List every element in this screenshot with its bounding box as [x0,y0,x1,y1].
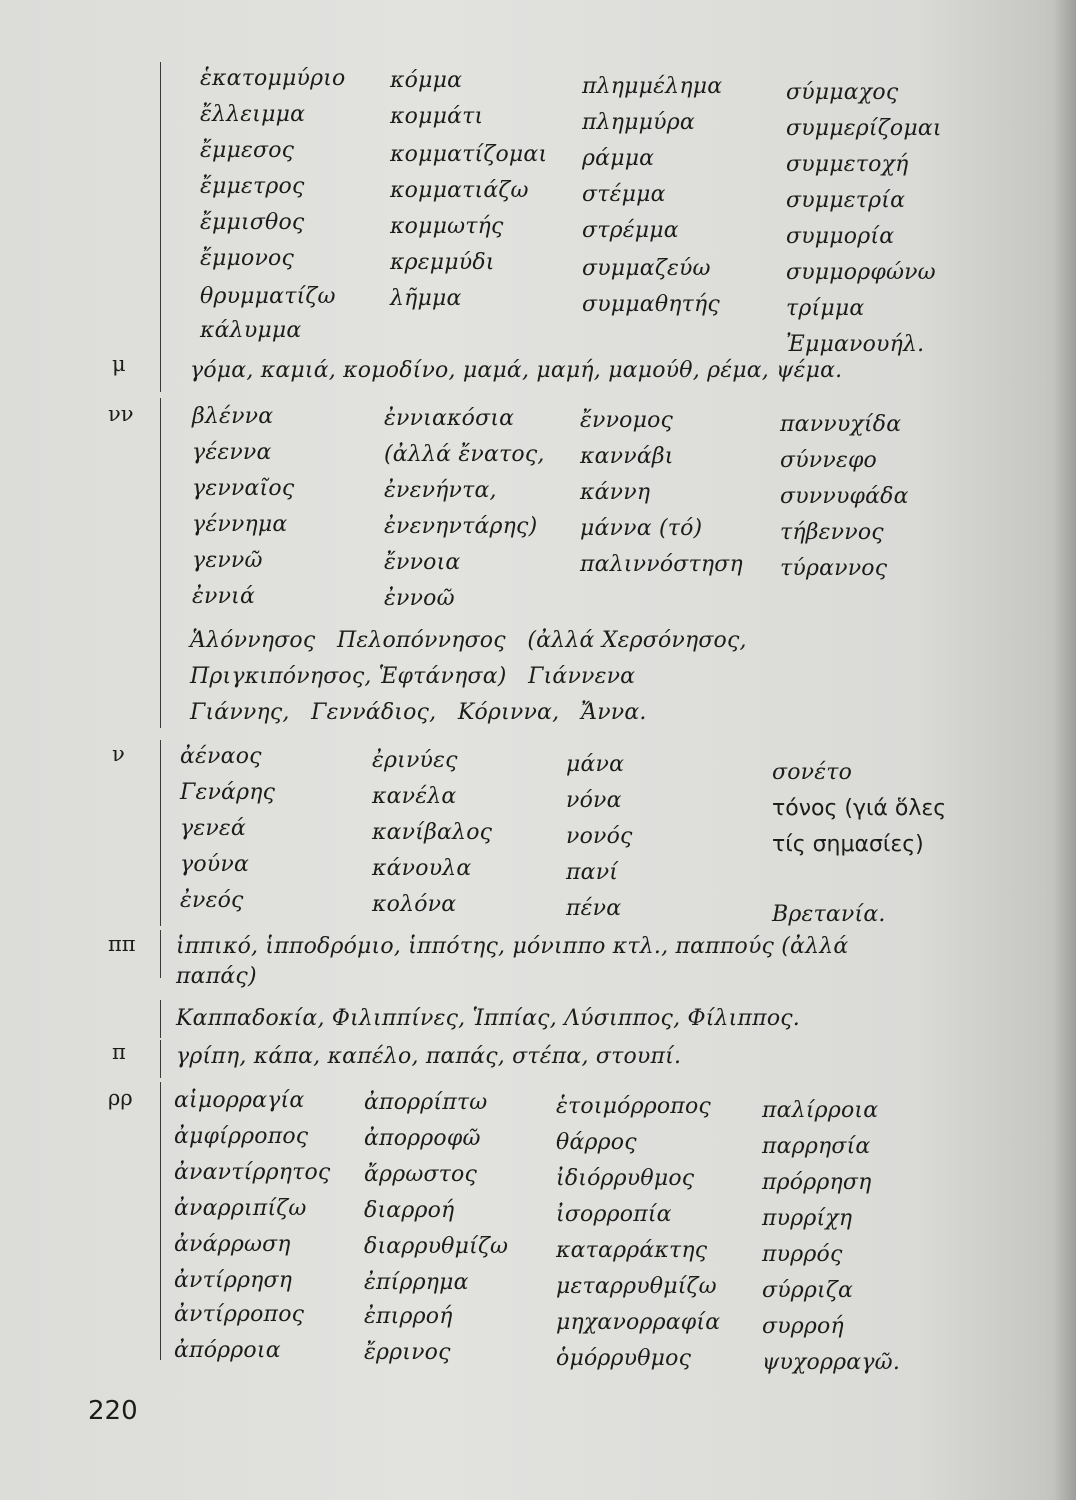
word-entry: σύμμαχος [786,80,899,105]
margin-rule [160,740,161,926]
word-entry: σύρριζα [762,1278,854,1303]
word-entry: παλίρροια [762,1098,879,1123]
word-entry: καννάβι [580,444,674,469]
word-entry: ἔμμισθος [200,210,305,235]
word-entry: ἐννιακόσια [384,406,515,431]
word-entry: πένα [566,896,622,921]
word-entry: νονός [566,824,633,849]
word-entry: νόνα [566,788,622,813]
word-entry: πλημμύρα [582,110,695,135]
word-entry: ἀπορροφῶ [364,1126,481,1151]
word-entry: τύραννος [780,556,888,581]
word-entry: κόμμα [390,68,463,93]
word-entry: ἑκατομμύριο [200,66,346,91]
section-label: νν [108,402,134,426]
word-entry: κομμάτι [390,104,484,129]
word-entry: ἔρρινος [364,1340,451,1365]
word-entry: ὁμόρρυθμος [556,1346,692,1371]
word-entry: συμμερίζομαι [786,116,942,141]
word-entry: τίς σημασίες) [772,832,924,857]
word-entry: βλέννα [192,404,274,429]
text-line: παπάς) [176,964,257,989]
word-entry: ἔννομος [580,408,674,433]
word-entry: συννυφάδα [780,484,909,509]
word-entry: πανί [566,860,619,885]
word-entry: τήβεννος [780,520,884,545]
text-line: Πριγκιπόνησος, Ἑφτάνησα) Γιάννενα [190,664,636,689]
margin-rule [160,1040,161,1078]
word-entry: στέμμα [582,182,666,207]
section-label: ρρ [108,1086,133,1110]
word-entry: ἀναρριπίζω [174,1196,307,1221]
word-entry: γεννῶ [192,548,263,573]
word-entry: καταρράκτης [556,1238,708,1263]
word-entry: κολόνα [372,892,457,917]
word-entry: διαρρυθμίζω [364,1234,509,1259]
margin-rule [160,1000,161,1038]
page-edge-shadow [1054,0,1076,1500]
word-entry: κάννη [580,480,651,505]
word-entry: παννυχίδα [780,412,902,437]
word-entry: ἀπόρροια [174,1338,281,1363]
word-entry: παλιννόστηση [580,552,743,577]
word-entry: ἔμμονος [200,246,294,271]
word-entry: ἐνεός [180,888,244,913]
word-entry: ἰδιόρρυθμος [556,1166,695,1191]
word-entry: ἑτοιμόρροπος [556,1094,711,1119]
word-entry: ἐρινύες [372,748,458,773]
section-label: ν [112,742,125,766]
word-entry: αἱμορραγία [174,1088,305,1113]
word-entry: συμμαθητής [582,292,720,317]
section-label: μ [112,352,126,376]
page-number: 220 [88,1396,138,1426]
word-entry: γέννημα [192,512,288,537]
word-entry: Βρετανία. [772,902,886,927]
word-entry: συρροή [762,1314,844,1339]
word-entry: παρρησία [762,1134,871,1159]
section-label: π [112,1040,126,1064]
word-entry: (ἀλλά ἔνατος, [384,442,545,467]
text-line: γόμα, καμιά, κομοδίνο, μαμά, μαμή, μαμούθ, ρέμα, ψέμα. [190,358,843,383]
word-entry: ἰσορροπία [556,1202,672,1227]
word-entry: ἔλλειμμα [200,102,306,127]
text-line: ἱππικό, ἱπποδρόμιο, ἱππότης, μόνιππο κτλ., παππούς (ἀλλά [176,934,849,959]
section-label: ππ [108,932,136,956]
word-entry: ἀναντίρρητος [174,1160,331,1185]
word-entry: μάνα [566,752,625,777]
word-entry: ἐνενήντα, [384,478,497,503]
word-entry: ψυχορραγῶ. [762,1350,901,1375]
word-entry: ἐπιρροή [364,1304,453,1329]
text-line: γρίπη, κάπα, καπέλο, παπάς, στέπα, στουπί. [176,1044,682,1069]
word-entry: Ἐμμανουήλ. [786,332,925,357]
word-entry: γούνα [180,852,249,877]
word-entry: συμμαζεύω [582,256,711,281]
word-entry: πυρρίχη [762,1206,853,1231]
word-entry: κομματίζομαι [390,142,548,167]
word-entry: θάρρος [556,1130,637,1155]
word-entry: ἄρρωστος [364,1162,478,1187]
word-entry: σονέτο [772,760,853,785]
word-entry: κανίβαλος [372,820,493,845]
word-entry: πρόρρηση [762,1170,872,1195]
word-entry: ἐννιά [192,584,256,609]
word-entry: ἀντίρρηση [174,1268,293,1293]
text-line: Ἁλόννησος Πελοπόννησος (ἀλλά Χερσόνησος, [190,628,747,653]
word-entry: μηχανορραφία [556,1310,721,1335]
word-entry: ἔννοια [384,550,461,575]
word-entry: στρέμμα [582,218,679,243]
word-entry: ἔμμετρος [200,174,305,199]
word-entry: κανέλα [372,784,457,809]
word-entry: θρυμματίζω [200,284,336,309]
word-entry: συμμορία [786,224,895,249]
word-entry: ἔμμεσος [200,138,295,163]
word-entry: ἀμφίρροπος [174,1124,309,1149]
word-entry: ἀνάρρωση [174,1232,291,1257]
word-entry: ἐννοῶ [384,586,455,611]
word-entry: κάνουλα [372,856,472,881]
word-entry: διαρροή [364,1198,455,1223]
word-entry: ἀέναος [180,744,262,769]
word-entry: μάννα (τό) [580,516,703,541]
word-entry: κρεμμύδι [390,250,495,275]
word-entry: ράμμα [582,146,655,171]
word-entry: γενεά [180,816,246,841]
margin-rule [160,398,161,728]
word-entry: συμμετρία [786,188,906,213]
word-entry: ἀπορρίπτω [364,1090,488,1115]
margin-rule [160,1082,161,1360]
word-entry: ἀντίρροπος [174,1302,305,1327]
text-line: Γιάννης, Γεννάδιος, Κόριννα, Ἄννα. [190,700,647,725]
word-entry: γενναῖος [192,476,295,501]
word-entry: Γενάρης [180,780,276,805]
margin-rule [160,930,161,978]
word-entry: κομματιάζω [390,178,529,203]
word-entry: ἐπίρρημα [364,1270,469,1295]
word-entry: κομμωτής [390,214,504,239]
word-entry: μεταρρυθμίζω [556,1274,717,1299]
word-entry: τρίμμα [786,296,865,321]
word-entry: γέεννα [192,440,272,465]
word-entry: συμμορφώνω [786,260,936,285]
text-line: Καππαδοκία, Φιλιππίνες, Ἱππίας, Λύσιππος, Φίλιππος. [176,1006,800,1031]
word-entry: πυρρός [762,1242,843,1267]
word-entry: πλημμέλημα [582,74,723,99]
word-entry: ἐνενηντάρης) [384,514,538,539]
word-entry: σύννεφο [780,448,877,473]
word-entry: συμμετοχή [786,152,909,177]
word-entry: λῆμμα [390,286,462,311]
word-entry: τόνος (γιά ὅλες [772,796,947,821]
word-entry: κάλυμμα [200,318,302,343]
margin-rule [160,62,161,392]
